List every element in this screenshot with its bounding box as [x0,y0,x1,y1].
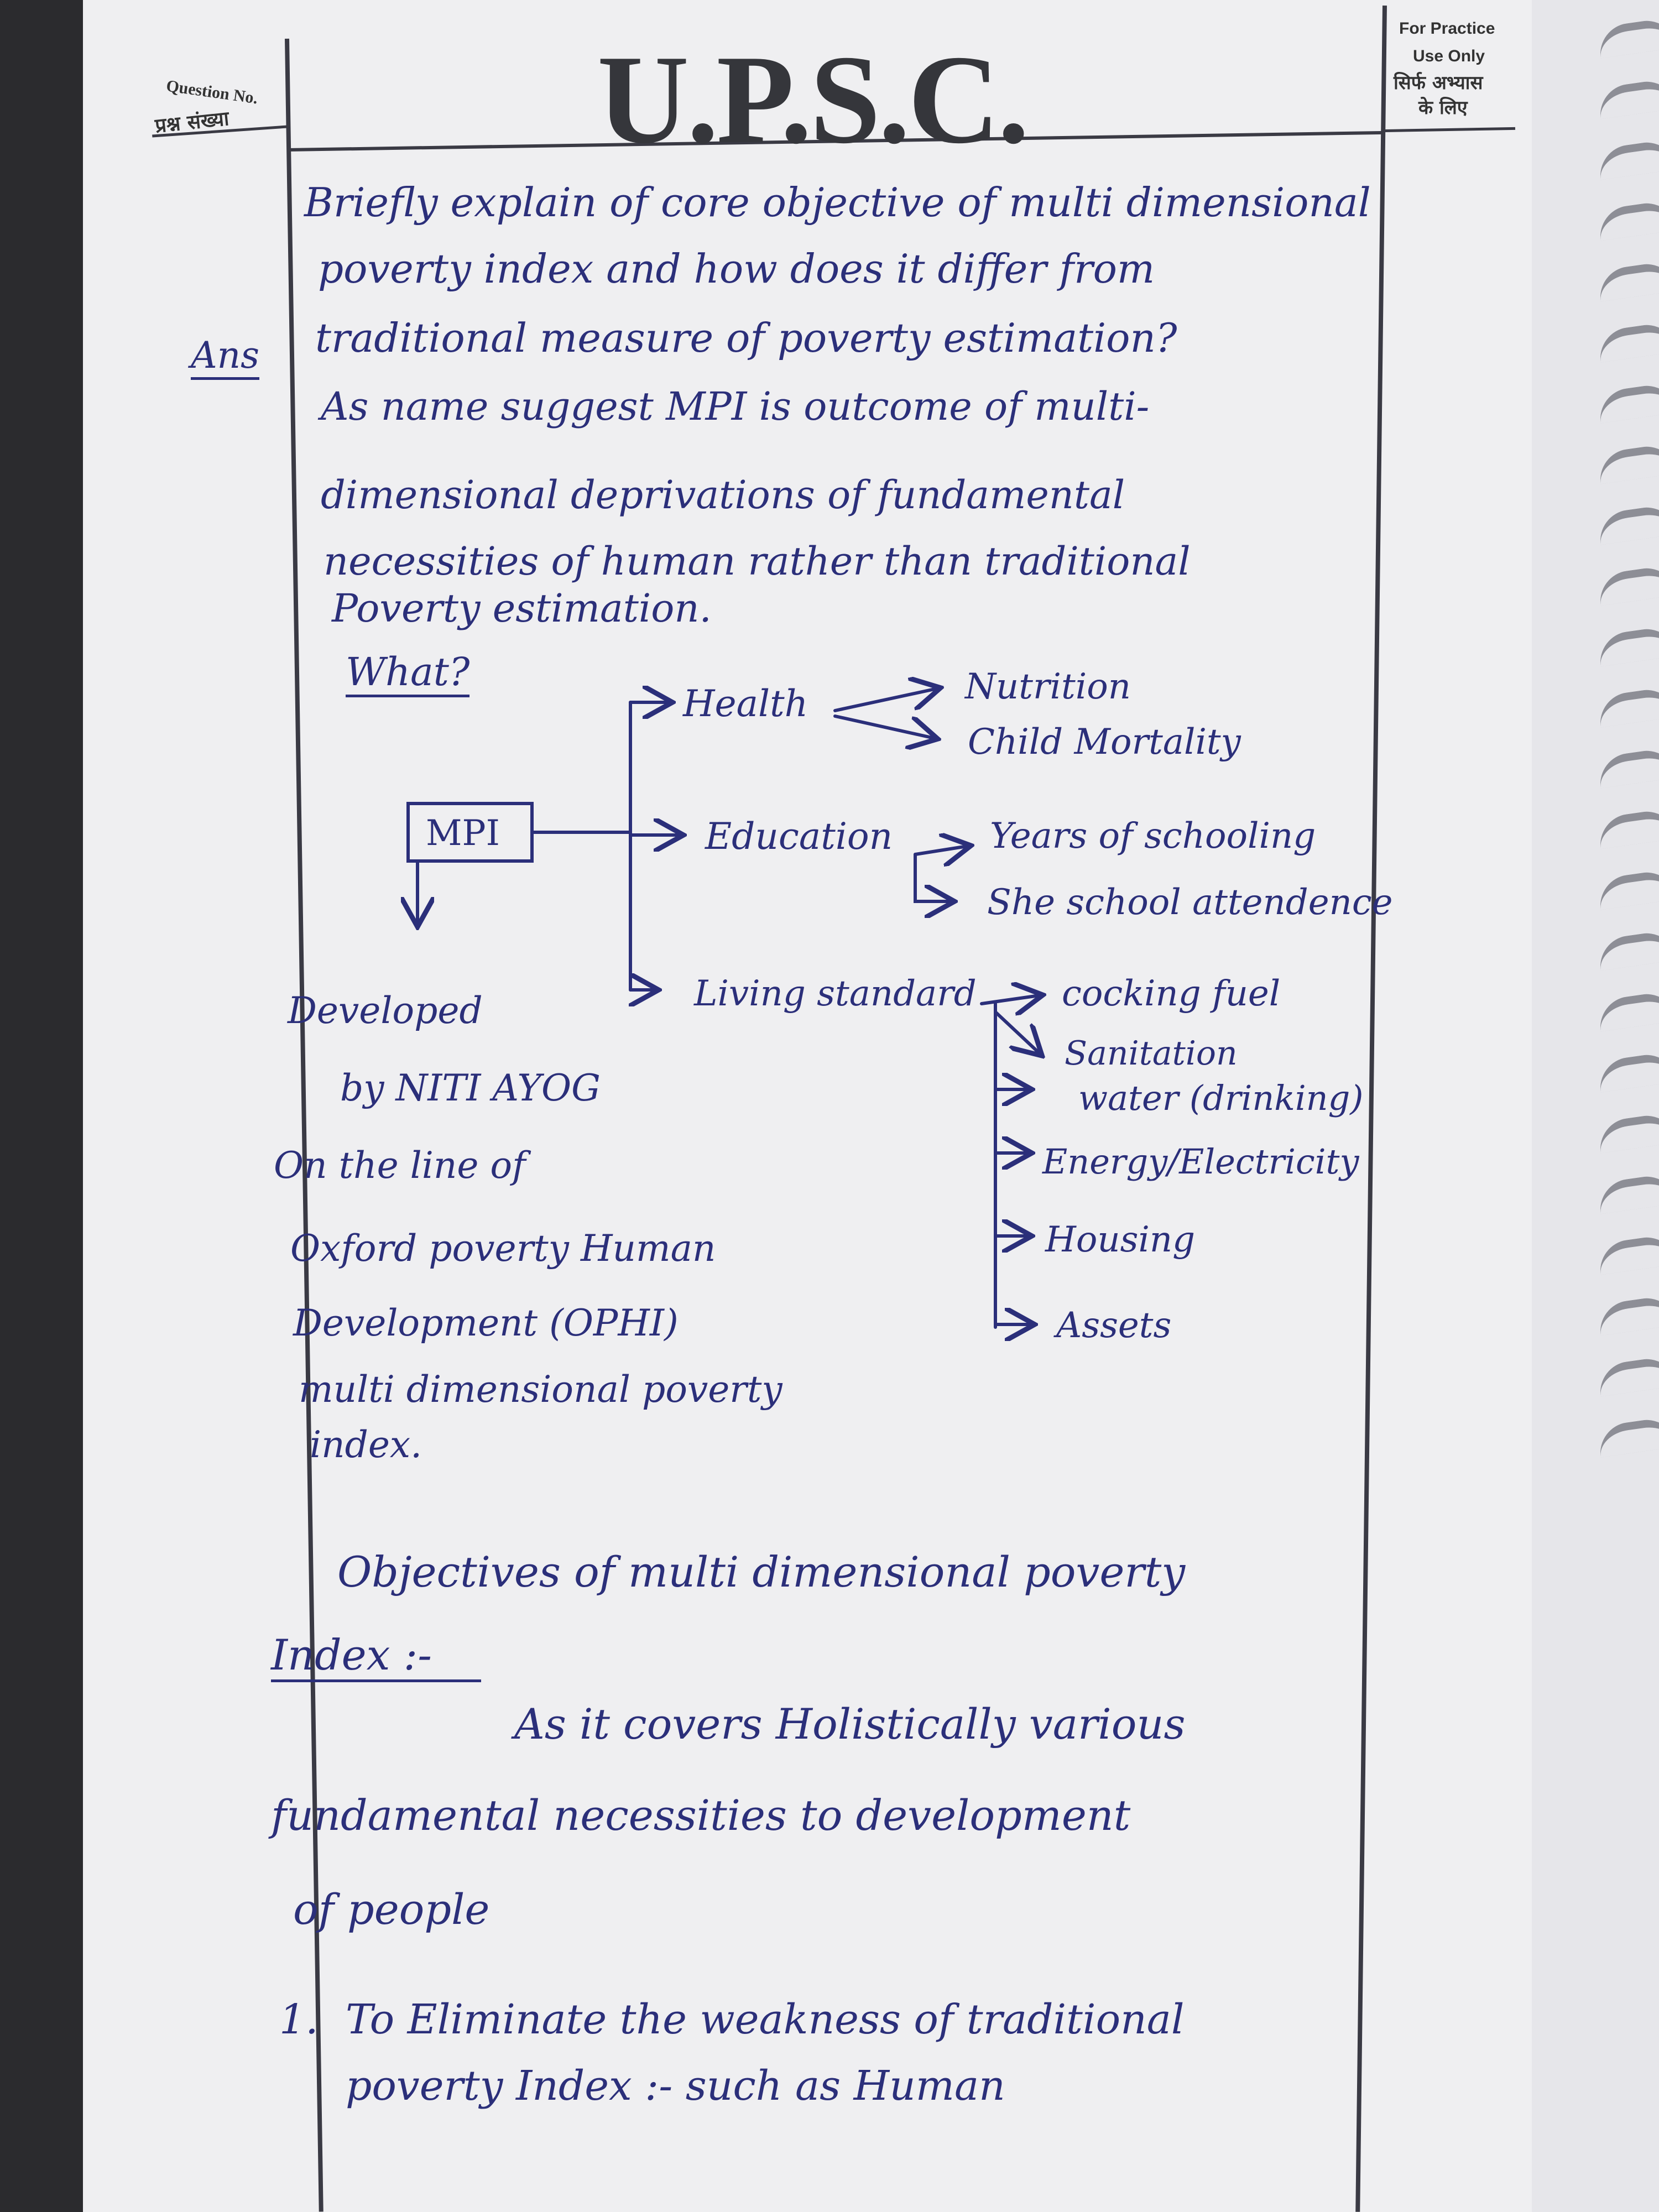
years-schooling-label: Years of schooling [990,816,1316,857]
practice-label-hindi: सिर्फ अभ्यास [1394,72,1483,94]
what-heading: What? [346,653,469,697]
objectives-para-line: As it covers Holistically various [514,1699,1186,1749]
developed-line: by NITI AYOG [340,1067,601,1109]
question-line: traditional measure of poverty estimation? [315,315,1177,361]
developed-line: multi dimensional poverty [299,1368,782,1411]
point-1-line: poverty Index :- such as Human [346,2062,1005,2110]
health-label: Health [683,682,808,725]
answer-intro-line: necessities of human rather than traditional [324,539,1191,584]
point-1-line: To Eliminate the weakness of traditional [346,1996,1185,2043]
housing-label: Housing [1045,1219,1196,1260]
answer-label: Ans [191,337,259,380]
question-line: poverty index and how does it differ from [318,246,1155,292]
developed-line: Development (OPHI) [293,1302,679,1344]
school-attendance-label: She school attendence [987,882,1393,923]
objectives-heading: Objectives of multi dimensional poverty [337,1547,1186,1597]
point-number: 1. [279,1996,319,2043]
page-title: U.P.S.C. [597,29,1027,170]
answer-intro-line: As name suggest MPI is outcome of multi- [321,384,1150,429]
question-no-label: Question No. [165,76,259,108]
practice-label-2: Use Only [1413,47,1485,65]
practice-label: For Practice [1399,19,1495,38]
objectives-para-line: of people [293,1885,490,1934]
objectives-para-line: fundamental necessities to development [271,1791,1131,1840]
cooking-fuel-label: cocking fuel [1062,973,1281,1014]
answer-intro-line: Poverty estimation. [332,586,712,631]
living-standard-label: Living standard [694,973,977,1014]
sanitation-label: Sanitation [1065,1034,1238,1073]
water-label: water (drinking) [1078,1078,1364,1118]
question-line: Briefly explain of core objective of multi dimensional [304,179,1371,226]
question-no-label-hindi: प्रश्न संख्या [154,107,231,138]
objectives-heading-index: Index :- [271,1634,481,1682]
developed-line: index. [310,1423,422,1466]
mpi-root-label: MPI [426,813,500,854]
assets-label: Assets [1056,1305,1172,1346]
practice-label-hindi-2: के लिए [1418,97,1468,119]
developed-line: Developed [288,989,483,1032]
child-mortality-label: Child Mortality [968,722,1241,763]
developed-line: On the line of [274,1144,526,1187]
energy-label: Energy/Electricity [1042,1141,1359,1182]
answer-intro-line: dimensional deprivations of fundamental [321,472,1125,518]
developed-line: Oxford poverty Human [290,1227,716,1270]
nutrition-label: Nutrition [965,666,1131,707]
education-label: Education [705,815,893,858]
